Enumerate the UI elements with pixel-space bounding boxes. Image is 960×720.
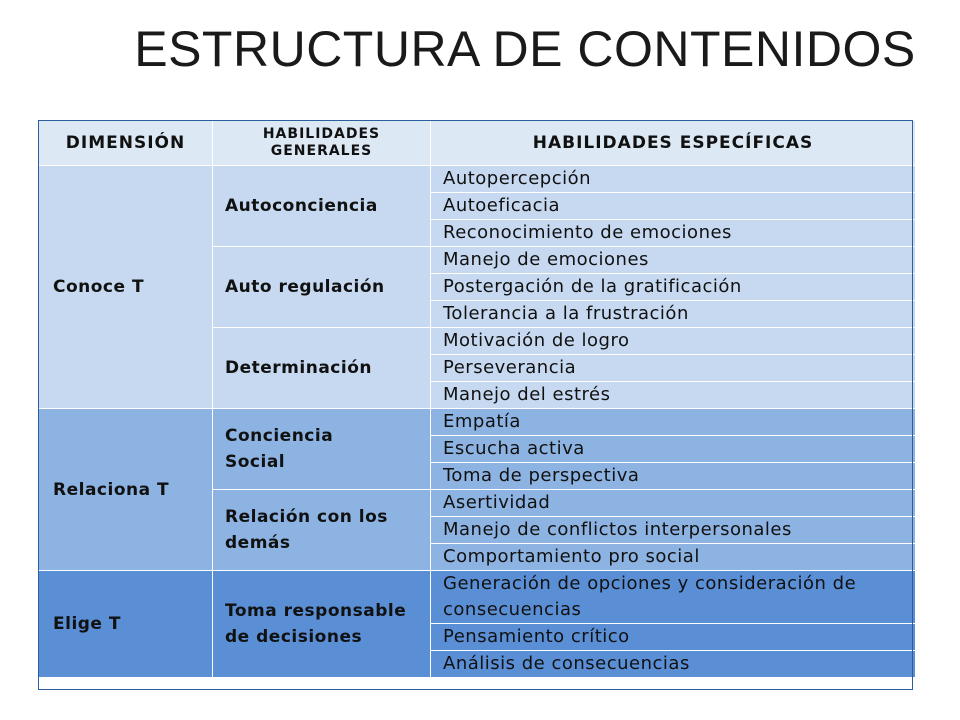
general-skill-cell: Autoconciencia: [213, 166, 431, 247]
table-row: [39, 166, 916, 193]
general-skill-cell: [213, 409, 431, 490]
page-title: ESTRUCTURA DE CONTENIDOS: [134, 21, 916, 77]
specific-skill-cell: Toma de perspectiva: [431, 463, 916, 490]
specific-skill-cell: [431, 571, 916, 624]
specific-skill-cell: Comportamiento pro social: [431, 544, 916, 571]
header-dimension: DIMENSIÓN: [39, 121, 213, 166]
specific-skill-cell: Perseverancia: [431, 355, 916, 382]
specific-skill-cell: Motivación de logro: [431, 328, 916, 355]
table-row: [39, 409, 916, 436]
table-row: [39, 571, 916, 624]
specific-skill-cell: Empatía: [431, 409, 916, 436]
dimension-cell: Elige T: [39, 571, 213, 678]
table-header-row: [39, 121, 916, 166]
specific-skill-cell: Escucha activa: [431, 436, 916, 463]
general-skill-label: Toma responsable de decisiones: [225, 601, 407, 647]
general-skill-cell: Determinación: [213, 328, 431, 409]
general-skill-cell: [213, 490, 431, 571]
specific-skill-cell: Tolerancia a la frustración: [431, 301, 916, 328]
dimension-cell: Relaciona T: [39, 409, 213, 571]
specific-skill-cell: Autopercepción: [431, 166, 916, 193]
specific-skill-label: Generación de opciones y consideración de consecuencias: [443, 573, 857, 620]
general-skill-cell: Auto regulación: [213, 247, 431, 328]
general-skill-cell: [213, 571, 431, 678]
general-skill-label: Relación con los demás: [225, 507, 388, 553]
specific-skill-cell: Asertividad: [431, 490, 916, 517]
specific-skill-cell: Manejo de conflictos interpersonales: [431, 517, 916, 544]
header-general-skills: [213, 121, 431, 166]
general-skill-label: Conciencia Social: [225, 426, 334, 472]
dimension-cell: Conoce T: [39, 166, 213, 409]
header-general-line1: HABILIDADES: [262, 126, 381, 142]
header-general-line2: GENERALES: [270, 143, 373, 159]
header-specific-skills: HABILIDADES ESPECÍFICAS: [431, 121, 916, 166]
specific-skill-cell: Pensamiento crítico: [431, 624, 916, 651]
specific-skill-cell: Manejo del estrés: [431, 382, 916, 409]
specific-skill-cell: Análisis de consecuencias: [431, 651, 916, 678]
specific-skill-cell: Postergación de la gratificación: [431, 274, 916, 301]
content-structure-table: [38, 120, 916, 678]
specific-skill-cell: Manejo de emociones: [431, 247, 916, 274]
specific-skill-cell: Autoeficacia: [431, 193, 916, 220]
specific-skill-cell: Reconocimiento de emociones: [431, 220, 916, 247]
